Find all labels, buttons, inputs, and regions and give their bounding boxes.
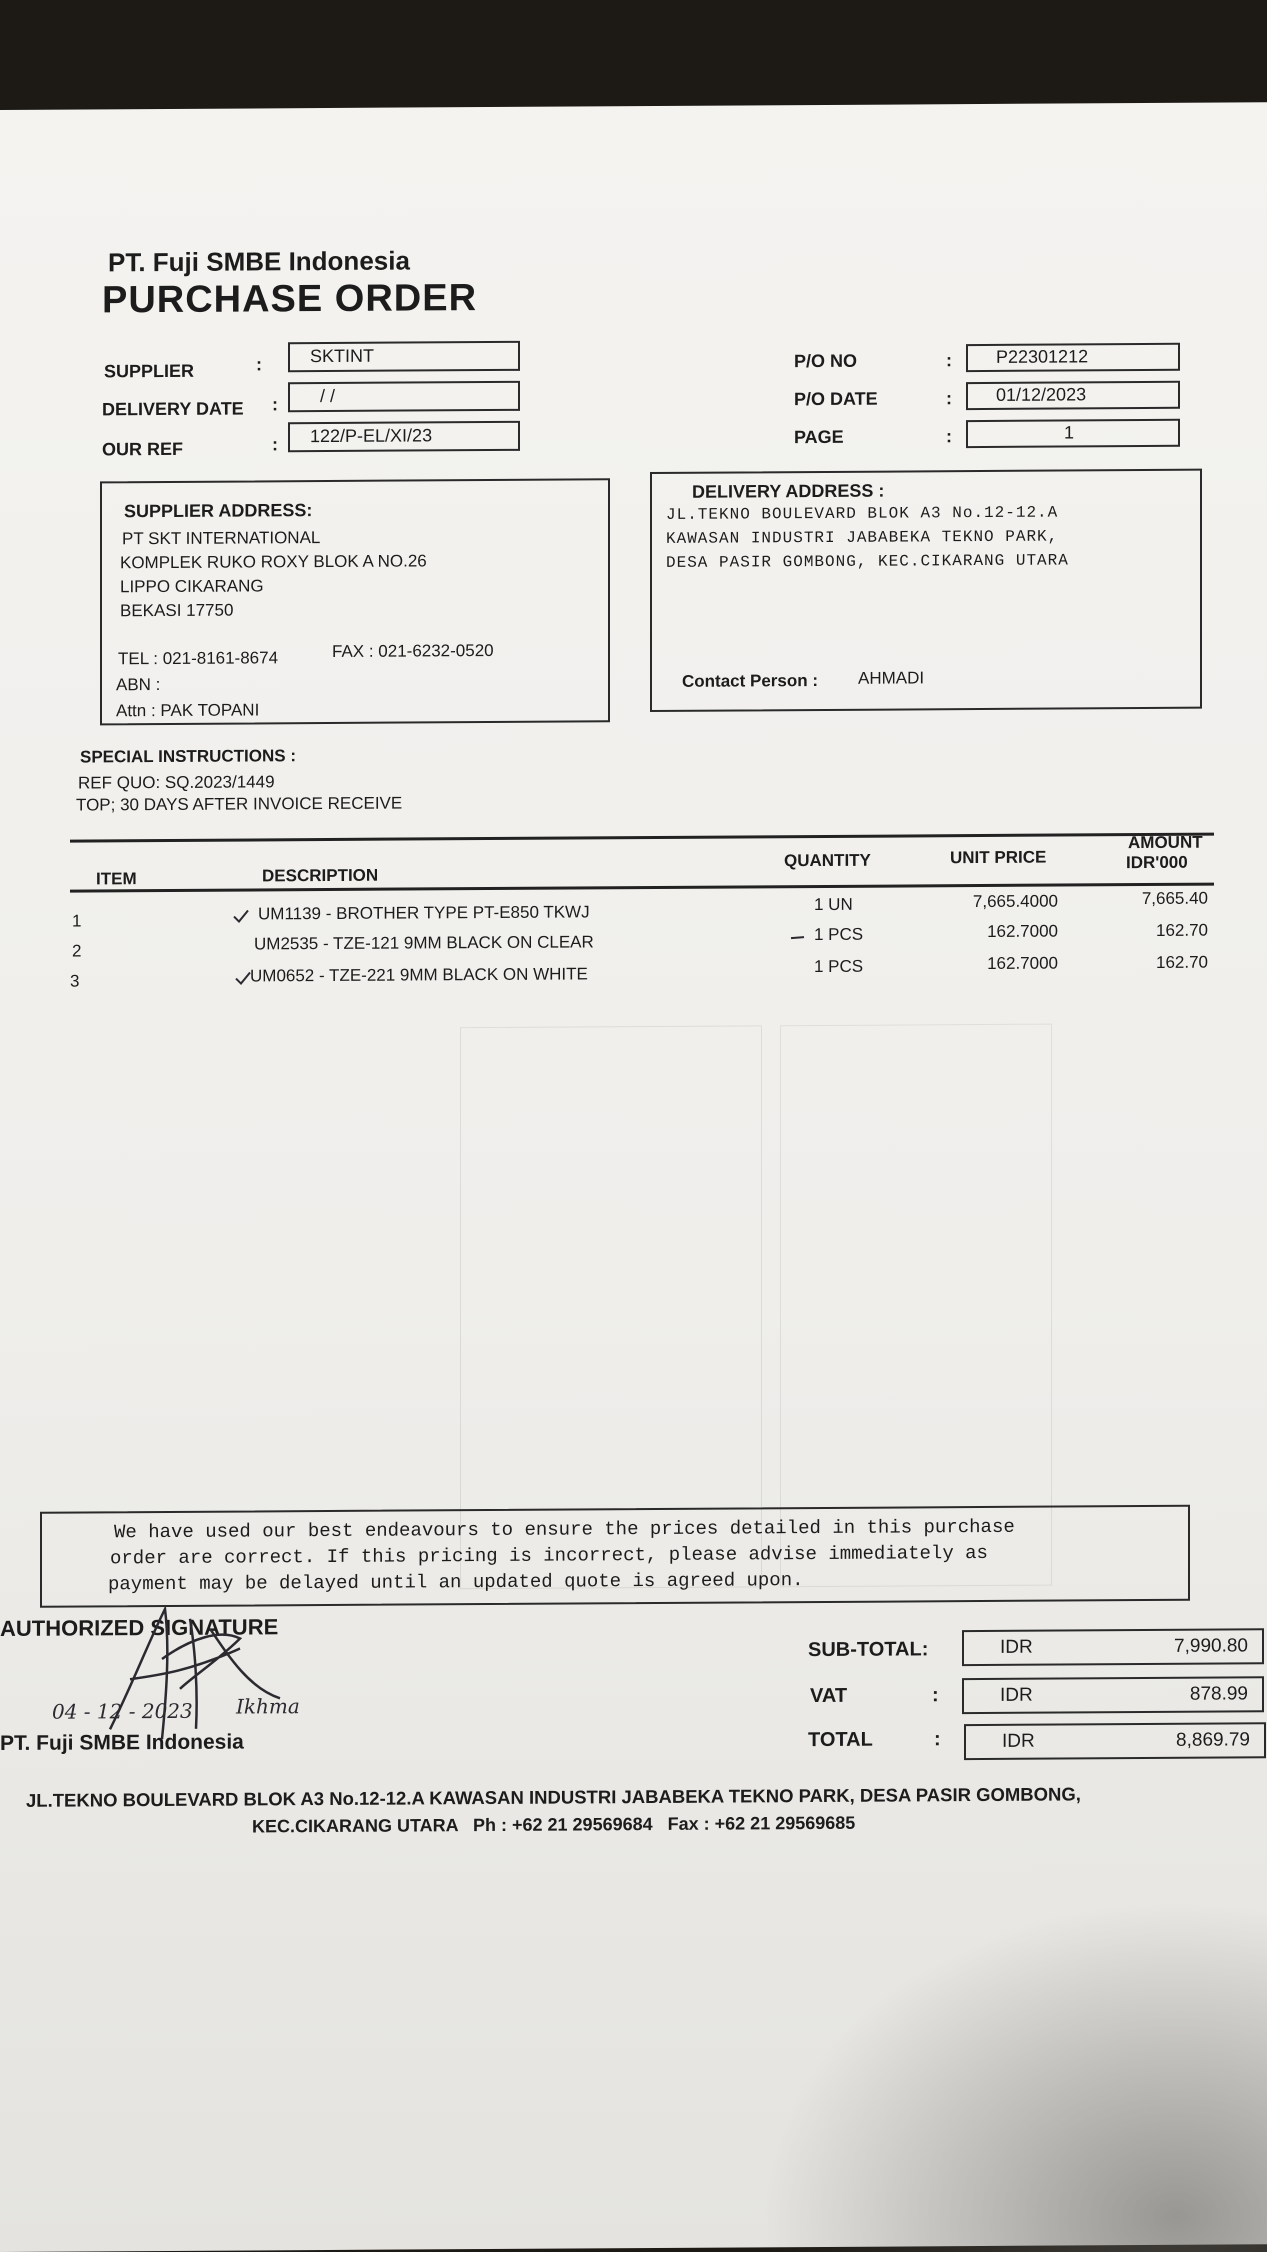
- supplier-tel: TEL : 021-8161-8674: [118, 648, 279, 669]
- supplier-attn: Attn : PAK TOPANI: [116, 700, 260, 721]
- authorized-signature-label: AUTHORIZED SIGNATURE: [0, 1614, 279, 1641]
- supplier-value: SKTINT: [310, 345, 375, 367]
- pricing-notice-line1: We have used our best endeavours to ensure the prices detailed in this purchase: [114, 1515, 1015, 1544]
- pricing-notice-line3: payment may be delayed until an updated quote is agreed upon.: [108, 1569, 804, 1596]
- contact-person-label: Contact Person :: [682, 671, 819, 691]
- supplier-field: [288, 341, 520, 372]
- row-description: UM2535 - TZE-121 9MM BLACK ON CLEAR: [254, 932, 594, 954]
- our-ref-value: 122/P-EL/XI/23: [310, 425, 433, 447]
- supplier-address-line3: LIPPO CIKARANG: [120, 576, 264, 597]
- po-date-value: 01/12/2023: [996, 384, 1087, 405]
- row-quantity: 1 PCS: [814, 956, 864, 977]
- delivery-address-line1: JL.TEKNO BOULEVARD BLOK A3 No.12-12.A: [666, 503, 1059, 524]
- col-header-item: ITEM: [96, 869, 137, 889]
- row-unit-price: 162.7000: [987, 921, 1058, 941]
- supplier-address-title: SUPPLIER ADDRESS:: [124, 500, 313, 522]
- row-unit-price: 162.7000: [987, 953, 1058, 973]
- delivery-date-value: / /: [320, 385, 336, 407]
- our-ref-colon: :: [272, 434, 278, 455]
- supplier-fax: FAX : 021-6232-0520: [332, 640, 494, 661]
- page-value: 1: [1064, 422, 1075, 443]
- page-label: PAGE: [794, 426, 844, 448]
- total-value: 8,869.79: [1176, 1729, 1250, 1751]
- contact-person-value: AHMADI: [858, 668, 925, 688]
- vat-currency: IDR: [1000, 1684, 1033, 1706]
- special-instructions-line1: REF QUO: SQ.2023/1449: [78, 772, 275, 793]
- col-header-amount-unit: IDR'000: [1126, 852, 1188, 873]
- row-item: 1: [72, 911, 82, 931]
- our-ref-field: [288, 421, 520, 452]
- row-description: UM0652 - TZE-221 9MM BLACK ON WHITE: [250, 964, 588, 986]
- supplier-address-line1: PT SKT INTERNATIONAL: [122, 528, 321, 549]
- row-amount: 162.70: [1156, 952, 1208, 972]
- total-colon: :: [934, 1728, 941, 1751]
- subtotal-value: 7,990.80: [1174, 1635, 1248, 1657]
- signature-company: PT. Fuji SMBE Indonesia: [0, 1730, 244, 1755]
- show-through-panel: [780, 1024, 1052, 1588]
- delivery-date-label: DELIVERY DATE: [102, 398, 244, 420]
- delivery-date-field: [288, 381, 520, 412]
- row-quantity: 1 PCS: [814, 924, 864, 945]
- checkmark-icon: [232, 908, 250, 924]
- row-amount: 7,665.40: [1141, 888, 1208, 909]
- po-date-field: [966, 381, 1180, 410]
- row-description: UM1139 - BROTHER TYPE PT-E850 TKWJ: [258, 902, 590, 924]
- delivery-address-line3: DESA PASIR GOMBONG, KEC.CIKARANG UTARA: [666, 551, 1069, 572]
- footer-address-line2: KEC.CIKARANG UTARA Ph : +62 21 29569684 Fax : +62 21 29569685: [252, 1812, 856, 1837]
- po-date-colon: :: [946, 388, 952, 409]
- subtotal-currency: IDR: [1000, 1636, 1033, 1658]
- supplier-abn: ABN :: [116, 675, 161, 695]
- handwritten-name: Ikhma: [236, 1694, 300, 1719]
- row-quantity: 1 UN: [814, 894, 853, 915]
- special-instructions-title: SPECIAL INSTRUCTIONS :: [80, 746, 296, 767]
- col-header-unit-price: UNIT PRICE: [950, 847, 1047, 868]
- pricing-notice-line2: order are correct. If this pricing is incorrect, please advise immediately as: [110, 1541, 988, 1570]
- row-amount: 162.70: [1156, 920, 1208, 940]
- po-no-label: P/O NO: [794, 350, 858, 372]
- row-item: 3: [70, 971, 80, 991]
- vat-colon: :: [932, 1684, 939, 1707]
- po-no-field: [966, 343, 1180, 372]
- our-ref-label: OUR REF: [102, 438, 183, 460]
- row-item: 2: [72, 941, 82, 961]
- purchase-order-paper: [0, 102, 1267, 2252]
- col-header-description: DESCRIPTION: [262, 865, 379, 886]
- po-no-value: P22301212: [996, 346, 1089, 367]
- document-title: PURCHASE ORDER: [102, 277, 478, 322]
- handwritten-date: 04 - 12 - 2023: [52, 1698, 193, 1724]
- row-unit-price: 7,665.4000: [972, 891, 1058, 912]
- po-no-colon: :: [946, 350, 952, 371]
- show-through-panel: [460, 1025, 762, 1589]
- vat-value: 878.99: [1189, 1683, 1248, 1705]
- total-label: TOTAL: [808, 1728, 873, 1752]
- total-currency: IDR: [1002, 1730, 1035, 1752]
- page-field: [966, 419, 1180, 448]
- delivery-date-colon: :: [272, 394, 278, 415]
- delivery-address-line2: KAWASAN INDUSTRI JABABEKA TEKNO PARK,: [666, 527, 1059, 548]
- handwritten-signature: [70, 1578, 310, 1749]
- table-top-rule: [70, 833, 1214, 843]
- delivery-address-title: DELIVERY ADDRESS :: [692, 480, 885, 502]
- supplier-address-line4: BEKASI 17750: [120, 600, 234, 621]
- supplier-address-line2: KOMPLEK RUKO ROXY BLOK A NO.26: [120, 551, 427, 573]
- col-header-quantity: QUANTITY: [784, 850, 871, 871]
- subtotal-label: SUB-TOTAL:: [808, 1638, 929, 1662]
- supplier-label: SUPPLIER: [104, 360, 195, 382]
- special-instructions-line2: TOP; 30 DAYS AFTER INVOICE RECEIVE: [76, 793, 403, 815]
- checkmark-icon: [234, 970, 252, 986]
- dash-mark-icon: [790, 933, 806, 943]
- po-date-label: P/O DATE: [794, 388, 878, 410]
- footer-address-line1: JL.TEKNO BOULEVARD BLOK A3 No.12-12.A KAWASAN INDUSTRI JABABEKA TEKNO PARK, DESA PASIR GOMBONG,: [26, 1783, 1081, 1811]
- vat-label: VAT: [810, 1684, 848, 1708]
- vat-field: [962, 1676, 1264, 1714]
- page-colon: :: [946, 426, 952, 447]
- col-header-amount: AMOUNT: [1128, 832, 1203, 853]
- supplier-colon: :: [256, 354, 262, 375]
- total-field: [964, 1722, 1266, 1760]
- subtotal-field: [962, 1628, 1264, 1666]
- company-name: PT. Fuji SMBE Indonesia: [108, 245, 410, 278]
